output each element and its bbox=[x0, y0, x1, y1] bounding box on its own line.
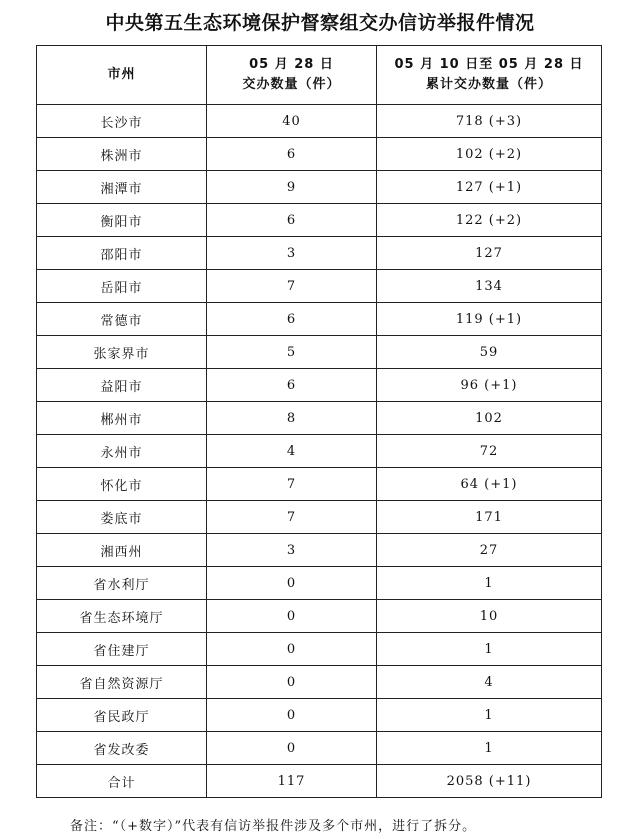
table-row bbox=[37, 204, 602, 237]
table-row bbox=[37, 501, 602, 534]
cell-cumulative: 122 (+2) bbox=[377, 204, 602, 237]
cell-daily: 0 bbox=[207, 732, 377, 765]
cell-city: 常德市 bbox=[37, 303, 207, 336]
report-table bbox=[36, 45, 602, 798]
cell-cumulative: 1 bbox=[377, 567, 602, 600]
cell-city: 怀化市 bbox=[37, 468, 207, 501]
cell-cumulative: 718 (+3) bbox=[377, 105, 602, 138]
cell-city: 娄底市 bbox=[37, 501, 207, 534]
cell-daily: 3 bbox=[207, 534, 377, 567]
table-row bbox=[37, 270, 602, 303]
table-row bbox=[37, 237, 602, 270]
table-row bbox=[37, 534, 602, 567]
cell-daily: 6 bbox=[207, 303, 377, 336]
cell-city: 湘西州 bbox=[37, 534, 207, 567]
cell-cumulative: 4 bbox=[377, 666, 602, 699]
header-cumulative-label: 累计交办数量（件） bbox=[425, 77, 552, 92]
cell-city: 长沙市 bbox=[37, 105, 207, 138]
cell-city: 邵阳市 bbox=[37, 237, 207, 270]
cell-cumulative: 27 bbox=[377, 534, 602, 567]
cell-daily: 5 bbox=[207, 336, 377, 369]
table-row bbox=[37, 369, 602, 402]
cell-city: 岳阳市 bbox=[37, 270, 207, 303]
cell-daily: 0 bbox=[207, 633, 377, 666]
cell-daily: 7 bbox=[207, 270, 377, 303]
cell-city: 湘潭市 bbox=[37, 171, 207, 204]
cell-city: 省民政厅 bbox=[37, 699, 207, 732]
cell-city: 省住建厅 bbox=[37, 633, 207, 666]
cell-daily: 8 bbox=[207, 402, 377, 435]
table-row bbox=[37, 303, 602, 336]
total-daily: 117 bbox=[207, 765, 377, 798]
cell-cumulative: 10 bbox=[377, 600, 602, 633]
cell-cumulative: 134 bbox=[377, 270, 602, 303]
table-row bbox=[37, 567, 602, 600]
cell-city: 衡阳市 bbox=[37, 204, 207, 237]
cell-daily: 7 bbox=[207, 468, 377, 501]
cell-city: 郴州市 bbox=[37, 402, 207, 435]
cell-city: 株洲市 bbox=[37, 138, 207, 171]
cell-daily: 6 bbox=[207, 138, 377, 171]
table-row bbox=[37, 666, 602, 699]
cell-city: 省生态环境厅 bbox=[37, 600, 207, 633]
table-row bbox=[37, 138, 602, 171]
cell-daily: 4 bbox=[207, 435, 377, 468]
cell-daily: 40 bbox=[207, 105, 377, 138]
total-label: 合计 bbox=[37, 765, 207, 798]
cell-daily: 7 bbox=[207, 501, 377, 534]
cell-cumulative: 102 (+2) bbox=[377, 138, 602, 171]
cell-city: 张家界市 bbox=[37, 336, 207, 369]
cell-city: 益阳市 bbox=[37, 369, 207, 402]
cell-city: 省自然资源厅 bbox=[37, 666, 207, 699]
total-row bbox=[37, 765, 602, 798]
cell-daily: 6 bbox=[207, 204, 377, 237]
cell-cumulative: 59 bbox=[377, 336, 602, 369]
cell-daily: 0 bbox=[207, 567, 377, 600]
table-row bbox=[37, 171, 602, 204]
cell-daily: 0 bbox=[207, 600, 377, 633]
header-daily bbox=[207, 46, 377, 105]
header-city: 市州 bbox=[37, 46, 207, 105]
table-row bbox=[37, 336, 602, 369]
cell-daily: 6 bbox=[207, 369, 377, 402]
page-title: 中央第五生态环境保护督察组交办信访举报件情况 bbox=[105, 12, 535, 34]
table-row bbox=[37, 105, 602, 138]
cell-cumulative: 102 bbox=[377, 402, 602, 435]
cell-daily: 0 bbox=[207, 699, 377, 732]
cell-cumulative: 1 bbox=[377, 699, 602, 732]
cell-cumulative: 96 (+1) bbox=[377, 369, 602, 402]
header-daily-date: 05 月 28 日 bbox=[249, 57, 334, 72]
table-row bbox=[37, 402, 602, 435]
header-daily-label: 交办数量（件） bbox=[242, 77, 341, 92]
cell-city: 永州市 bbox=[37, 435, 207, 468]
table-row bbox=[37, 468, 602, 501]
cell-city: 省发改委 bbox=[37, 732, 207, 765]
header-row bbox=[37, 46, 602, 105]
cell-cumulative: 127 (+1) bbox=[377, 171, 602, 204]
header-cumulative bbox=[377, 46, 602, 105]
footnote: 备注：“（+数字）”代表有信访举报件涉及多个市州，进行了拆分。 bbox=[70, 819, 477, 834]
table-row bbox=[37, 435, 602, 468]
cell-cumulative: 1 bbox=[377, 732, 602, 765]
cell-cumulative: 127 bbox=[377, 237, 602, 270]
table-row bbox=[37, 633, 602, 666]
cell-cumulative: 119 (+1) bbox=[377, 303, 602, 336]
header-cumulative-range: 05 月 10 日至 05 月 28 日 bbox=[394, 57, 584, 72]
cell-cumulative: 64 (+1) bbox=[377, 468, 602, 501]
cell-daily: 9 bbox=[207, 171, 377, 204]
cell-city: 省水利厅 bbox=[37, 567, 207, 600]
cell-cumulative: 171 bbox=[377, 501, 602, 534]
table-row bbox=[37, 600, 602, 633]
total-cumulative: 2058 (+11) bbox=[377, 765, 602, 798]
cell-daily: 0 bbox=[207, 666, 377, 699]
table-row bbox=[37, 699, 602, 732]
cell-cumulative: 72 bbox=[377, 435, 602, 468]
cell-daily: 3 bbox=[207, 237, 377, 270]
table-row bbox=[37, 732, 602, 765]
cell-cumulative: 1 bbox=[377, 633, 602, 666]
